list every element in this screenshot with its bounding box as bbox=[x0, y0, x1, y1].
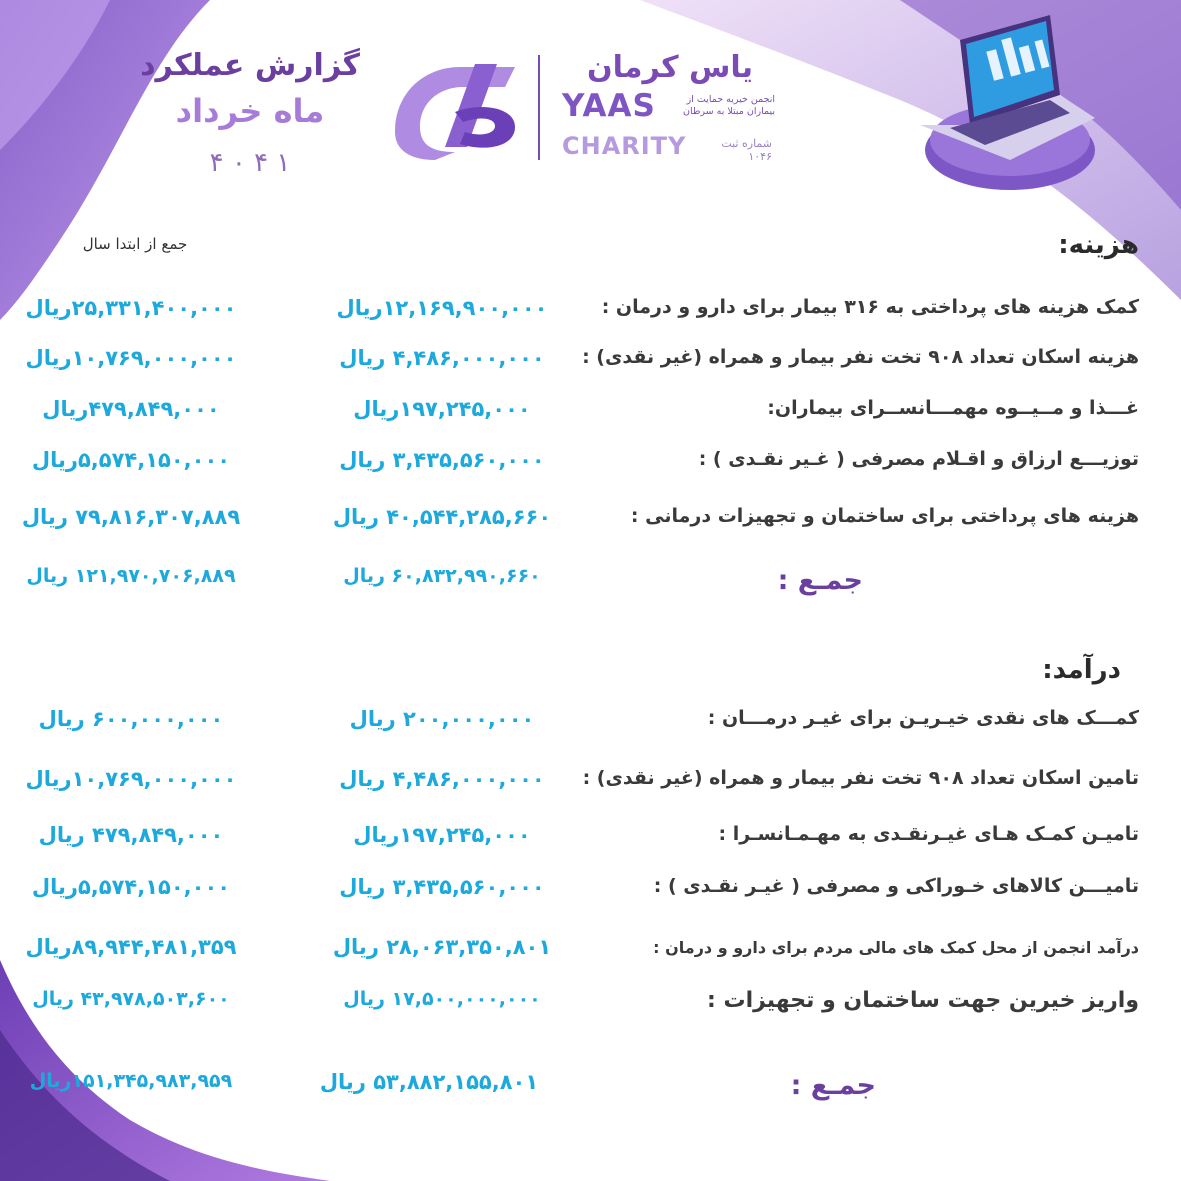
income-month-value: ۱۹۷,۲۴۵,۰۰۰ریال bbox=[353, 823, 531, 847]
ribbon-logo-icon bbox=[385, 52, 525, 162]
expense-cumulative-value: ۱۰,۷۶۹,۰۰۰,۰۰۰ریال bbox=[25, 346, 237, 370]
expense-month-value: ۴۰,۵۴۴,۲۸۵,۶۶۰ ریال bbox=[332, 505, 552, 529]
expense-label: هزینه های پرداختی برای ساختمان و تجهیزات درمانی : bbox=[630, 505, 1139, 527]
expense-row bbox=[0, 448, 1181, 488]
income-total-month: ۵۳,۸۸۲,۱۵۵,۸۰۱ ریال bbox=[319, 1070, 539, 1094]
expense-row bbox=[0, 296, 1181, 336]
income-row bbox=[0, 823, 1181, 863]
expense-cumulative-value: ۵,۵۷۴,۱۵۰,۰۰۰ریال bbox=[31, 448, 231, 472]
income-label: کمـــک های نقدی خیـریـن برای غیـر درمـــان : bbox=[707, 707, 1139, 729]
brand-name-fa: یاس کرمان bbox=[587, 50, 753, 85]
expense-label: هزینه اسکان تعداد ۹۰۸ تخت نفر بیمار و همراه (غیر نقدی) : bbox=[582, 346, 1139, 368]
income-label: تامیـن کمـک هـای غیـرنقـدی به مهـمـانسـرا : bbox=[718, 823, 1139, 845]
income-row bbox=[0, 875, 1181, 915]
expense-label: کمک هزینه های پرداختی به ۳۱۶ بیمار برای دارو و درمان : bbox=[601, 296, 1139, 318]
expense-month-value: ۱۲,۱۶۹,۹۰۰,۰۰۰ریال bbox=[336, 296, 548, 320]
expense-month-value: ۱۹۷,۲۴۵,۰۰۰ریال bbox=[353, 397, 531, 421]
laptop-chart-icon bbox=[900, 0, 1110, 210]
income-title: درآمد: bbox=[1042, 655, 1121, 685]
report-month: ماه خرداد bbox=[175, 92, 325, 130]
expense-month-value: ۳,۴۳۵,۵۶۰,۰۰۰ ریال bbox=[339, 448, 545, 472]
income-label: تامین اسکان تعداد ۹۰۸ تخت نفر بیمار و همراه (غیر نقدی) : bbox=[582, 767, 1139, 789]
income-cumulative-value: ۶۰۰,۰۰۰,۰۰۰ ریال bbox=[38, 707, 224, 731]
expense-row bbox=[0, 505, 1181, 545]
brand-subtitle: انجمن خیریه حمایت از بیماران مبتلا به سرطان bbox=[682, 94, 775, 117]
brand-name-en: YAAS bbox=[562, 88, 656, 124]
expense-cumulative-value: ۲۵,۳۳۱,۴۰۰,۰۰۰ریال bbox=[25, 296, 237, 320]
expense-label: غـــذا و مــیــوه مهمـــانســرای بیماران: bbox=[767, 397, 1139, 419]
expense-total-month: ۶۰,۸۳۲,۹۹۰,۶۶۰ ریال bbox=[343, 565, 541, 587]
income-row bbox=[0, 707, 1181, 747]
income-cumulative-value: ۱۰,۷۶۹,۰۰۰,۰۰۰ریال bbox=[25, 767, 237, 791]
expense-row bbox=[0, 346, 1181, 386]
expense-row bbox=[0, 397, 1181, 437]
brand-charity: CHARITY bbox=[562, 132, 687, 160]
income-cumulative-value: ۴۷۹,۸۴۹,۰۰۰ ریال bbox=[38, 823, 224, 847]
income-cumulative-value: ۴۳,۹۷۸,۵۰۳,۶۰۰ ریال bbox=[32, 988, 230, 1010]
cumulative-header: جمع از ابتدا سال bbox=[82, 235, 188, 253]
income-row bbox=[0, 767, 1181, 807]
income-total-label: جمـع : bbox=[790, 1070, 876, 1101]
income-row bbox=[0, 935, 1181, 975]
income-total-row bbox=[0, 1070, 1181, 1110]
expense-total-cumulative: ۱۲۱,۹۷۰,۷۰۶,۸۸۹ ریال bbox=[26, 565, 236, 587]
brand-divider bbox=[538, 55, 540, 160]
income-label: واریز خیرین جهت ساختمان و تجهیزات : bbox=[707, 988, 1139, 1013]
income-cumulative-value: ۸۹,۹۴۴,۴۸۱,۳۵۹ریال bbox=[25, 935, 237, 959]
income-month-value: ۳,۴۳۵,۵۶۰,۰۰۰ ریال bbox=[339, 875, 545, 899]
income-month-value: ۴,۴۸۶,۰۰۰,۰۰۰ ریال bbox=[339, 767, 545, 791]
income-label: درآمد انجمن از محل کمک های مالی مردم برای دارو و درمان : bbox=[653, 938, 1139, 957]
income-month-value: ۲۰۰,۰۰۰,۰۰۰ ریال bbox=[349, 707, 535, 731]
expense-cumulative-value: ۷۹,۸۱۶,۳۰۷,۸۸۹ ریال bbox=[21, 505, 241, 529]
income-month-value: ۱۷,۵۰۰,۰۰۰,۰۰۰ ریال bbox=[343, 988, 541, 1010]
registration-number: شماره ثبت ۱۰۴۶ bbox=[721, 137, 772, 163]
income-row bbox=[0, 988, 1181, 1028]
expense-total-label: جمـع : bbox=[777, 565, 863, 596]
report-title: گزارش عملکرد bbox=[140, 48, 360, 83]
income-total-cumulative: ۱۵۱,۳۴۵,۹۸۳,۹۵۹ریال bbox=[29, 1070, 233, 1092]
income-cumulative-value: ۵,۵۷۴,۱۵۰,۰۰۰ریال bbox=[31, 875, 231, 899]
report-year: ۱ ۴ ۰ ۴ bbox=[209, 148, 291, 178]
expense-label: توزیـــع ارزاق و اقـلام مصرفی ( غـیر نقـدی ) : bbox=[698, 448, 1139, 470]
expense-cumulative-value: ۴۷۹,۸۴۹,۰۰۰ریال bbox=[42, 397, 220, 421]
income-label: تامیـــن کالاهای خـوراکی و مصرفی ( غیـر نقـدی ) : bbox=[653, 875, 1139, 897]
expense-total-row bbox=[0, 565, 1181, 605]
income-month-value: ۲۸,۰۶۳,۳۵۰,۸۰۱ ریال bbox=[332, 935, 552, 959]
expenses-title: هزینه: bbox=[1058, 230, 1139, 260]
expense-month-value: ۴,۴۸۶,۰۰۰,۰۰۰ ریال bbox=[339, 346, 545, 370]
